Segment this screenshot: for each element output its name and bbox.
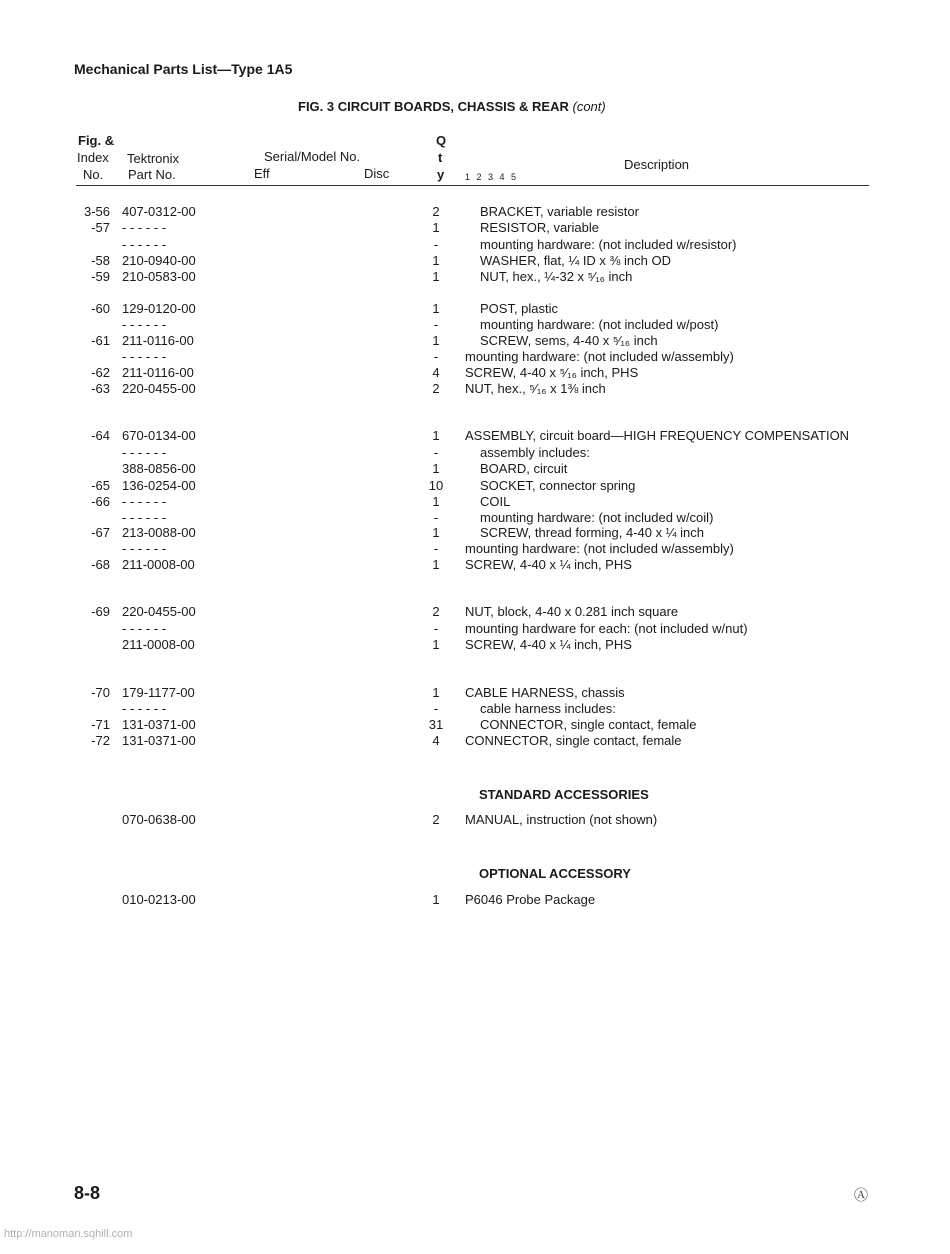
watermark-url: http://manoman.sqhill.com bbox=[4, 1228, 133, 1240]
table-row bbox=[0, 428, 950, 444]
table-row bbox=[0, 604, 950, 620]
standard-accessory-row bbox=[0, 812, 950, 828]
row-quantity: - bbox=[433, 541, 439, 556]
row-part-number: 388-0856-00 bbox=[122, 461, 196, 476]
optional-accessory-part: 010-0213-00 bbox=[122, 892, 196, 907]
table-row bbox=[0, 494, 950, 510]
row-fig-index: -58 bbox=[91, 253, 110, 268]
row-description: mounting hardware: (not included w/assembly) bbox=[465, 349, 734, 364]
row-description: WASHER, flat, ¼ ID x ⅜ inch OD bbox=[480, 253, 671, 268]
table-row bbox=[0, 237, 950, 253]
header-rule bbox=[76, 185, 869, 186]
row-fig-index: -60 bbox=[91, 301, 110, 316]
row-part-number: - - - - - - bbox=[122, 621, 167, 636]
row-description: SCREW, 4-40 x ⁵⁄₁₆ inch, PHS bbox=[465, 365, 639, 380]
row-part-number: 131-0371-00 bbox=[122, 717, 196, 732]
row-quantity: - bbox=[433, 237, 439, 252]
row-description: SCREW, 4-40 x ¼ inch, PHS bbox=[465, 637, 632, 652]
table-row bbox=[0, 685, 950, 701]
table-row bbox=[0, 525, 950, 541]
row-part-number: - - - - - - bbox=[122, 317, 167, 332]
table-row bbox=[0, 333, 950, 349]
row-quantity: 2 bbox=[432, 204, 440, 219]
page-number: 8-8 bbox=[74, 1183, 101, 1203]
optional-accessory-qty: 1 bbox=[432, 892, 440, 907]
row-quantity: - bbox=[433, 510, 439, 525]
row-quantity: 1 bbox=[432, 333, 440, 348]
row-part-number: - - - - - - bbox=[122, 510, 167, 525]
row-description: CABLE HARNESS, chassis bbox=[465, 685, 625, 700]
table-row bbox=[0, 637, 950, 653]
row-description: RESISTOR, variable bbox=[480, 220, 599, 235]
table-row bbox=[0, 204, 950, 220]
row-quantity: 31 bbox=[428, 717, 444, 732]
table-row bbox=[0, 461, 950, 477]
row-quantity: 1 bbox=[432, 637, 440, 652]
header-serial: Serial/Model No. bbox=[264, 149, 361, 164]
row-description: COIL bbox=[480, 494, 511, 509]
row-quantity: - bbox=[433, 349, 439, 364]
optional-accessory-desc: P6046 Probe Package bbox=[465, 892, 596, 907]
row-quantity: 1 bbox=[432, 685, 440, 700]
header-qty-t: t bbox=[438, 150, 443, 165]
header-fig-line3: No. bbox=[83, 167, 104, 182]
row-quantity: 1 bbox=[432, 220, 440, 235]
row-part-number: - - - - - - bbox=[122, 349, 167, 364]
table-row bbox=[0, 317, 950, 333]
row-description: CONNECTOR, single contact, female bbox=[465, 733, 682, 748]
row-description: CONNECTOR, single contact, female bbox=[480, 717, 697, 732]
table-row bbox=[0, 557, 950, 573]
revision-mark-icon: Ⓐ bbox=[854, 1187, 868, 1203]
header-qty-y: y bbox=[437, 167, 445, 182]
table-row bbox=[0, 478, 950, 494]
row-quantity: - bbox=[433, 445, 439, 460]
header-fig-line1: Fig. & bbox=[78, 133, 115, 148]
table-row bbox=[0, 253, 950, 269]
row-part-number: 210-0583-00 bbox=[122, 269, 196, 284]
table-row bbox=[0, 621, 950, 637]
standard-accessory-part: 070-0638-00 bbox=[122, 812, 196, 827]
row-fig-index: -65 bbox=[91, 478, 110, 493]
table-row bbox=[0, 717, 950, 733]
row-part-number: - - - - - - bbox=[122, 220, 167, 235]
table-row bbox=[0, 733, 950, 749]
row-description: cable harness includes: bbox=[480, 701, 616, 716]
row-description: mounting hardware: (not included w/resistor) bbox=[480, 237, 737, 252]
row-part-number: - - - - - - bbox=[122, 237, 167, 252]
row-description: BOARD, circuit bbox=[480, 461, 568, 476]
row-fig-index: -66 bbox=[91, 494, 110, 509]
table-row bbox=[0, 365, 950, 381]
standard-accessory-qty: 2 bbox=[432, 812, 440, 827]
header-disc: Disc bbox=[364, 166, 390, 181]
row-part-number: 211-0116-00 bbox=[122, 333, 194, 348]
row-description: SOCKET, connector spring bbox=[480, 478, 636, 493]
optional-accessory-row bbox=[0, 892, 950, 908]
table-row bbox=[0, 301, 950, 317]
row-description: mounting hardware for each: (not included w/nut) bbox=[465, 621, 748, 636]
row-quantity: 2 bbox=[432, 604, 440, 619]
row-fig-index: -61 bbox=[91, 333, 110, 348]
row-quantity: 1 bbox=[432, 269, 440, 284]
row-part-number: 213-0088-00 bbox=[122, 525, 196, 540]
row-fig-index: -63 bbox=[91, 381, 110, 396]
row-part-number: 211-0008-00 bbox=[122, 557, 195, 572]
table-row bbox=[0, 381, 950, 397]
row-quantity: 1 bbox=[432, 494, 440, 509]
row-part-number: 211-0008-00 bbox=[122, 637, 195, 652]
row-part-number: - - - - - - bbox=[122, 494, 167, 509]
header-eff: Eff bbox=[254, 166, 270, 181]
row-description: POST, plastic bbox=[480, 301, 559, 316]
row-fig-index: -57 bbox=[91, 220, 110, 235]
standard-accessories-heading: STANDARD ACCESSORIES bbox=[479, 787, 649, 802]
row-description: BRACKET, variable resistor bbox=[480, 204, 639, 219]
standard-accessory-desc: MANUAL, instruction (not shown) bbox=[465, 812, 658, 827]
row-part-number: - - - - - - bbox=[122, 701, 167, 716]
row-part-number: 220-0455-00 bbox=[122, 604, 196, 619]
row-quantity: 1 bbox=[432, 428, 440, 443]
row-quantity: 1 bbox=[432, 253, 440, 268]
table-row bbox=[0, 701, 950, 717]
row-quantity: 4 bbox=[432, 365, 440, 380]
header-part-line2: Part No. bbox=[128, 167, 176, 182]
row-description: mounting hardware: (not included w/coil) bbox=[480, 510, 714, 525]
row-quantity: 1 bbox=[432, 461, 440, 476]
row-quantity: 1 bbox=[432, 301, 440, 316]
header-description: Description bbox=[624, 157, 690, 172]
row-part-number: 407-0312-00 bbox=[122, 204, 196, 219]
row-description: NUT, hex., ¼-32 x ⁵⁄₁₆ inch bbox=[480, 269, 633, 284]
row-part-number: 129-0120-00 bbox=[122, 301, 196, 316]
header-part-line1: Tektronix bbox=[127, 151, 180, 166]
row-quantity: 1 bbox=[432, 525, 440, 540]
figure-title bbox=[298, 99, 606, 114]
table-row bbox=[0, 220, 950, 236]
header-fig-line2: Index bbox=[77, 150, 109, 165]
row-fig-index: -71 bbox=[91, 717, 110, 732]
table-row bbox=[0, 269, 950, 285]
row-part-number: 211-0116-00 bbox=[122, 365, 194, 380]
header-indent-scale: 1 2 3 4 5 bbox=[465, 172, 519, 182]
row-quantity: - bbox=[433, 317, 439, 332]
figure-title-suffix: (cont) bbox=[572, 99, 606, 114]
table-row bbox=[0, 510, 950, 526]
row-description: SCREW, sems, 4-40 x ⁵⁄₁₆ inch bbox=[480, 333, 658, 348]
row-fig-index: -68 bbox=[91, 557, 110, 572]
row-quantity: - bbox=[433, 621, 439, 636]
row-fig-index: -70 bbox=[91, 685, 110, 700]
row-fig-index: -67 bbox=[91, 525, 110, 540]
page-header-title: Mechanical Parts List—Type 1A5 bbox=[74, 61, 293, 77]
row-part-number: - - - - - - bbox=[122, 541, 167, 556]
row-quantity: 2 bbox=[432, 381, 440, 396]
row-description: mounting hardware: (not included w/post) bbox=[480, 317, 719, 332]
table-row bbox=[0, 445, 950, 461]
table-row bbox=[0, 349, 950, 365]
row-fig-index: -64 bbox=[91, 428, 110, 443]
row-quantity: 10 bbox=[428, 478, 444, 493]
row-part-number: 136-0254-00 bbox=[122, 478, 196, 493]
row-part-number: - - - - - - bbox=[122, 445, 167, 460]
figure-title-text: FIG. 3 CIRCUIT BOARDS, CHASSIS & REAR bbox=[298, 99, 569, 114]
row-quantity: 1 bbox=[432, 557, 440, 572]
table-row bbox=[0, 541, 950, 557]
row-fig-index: 3-56 bbox=[83, 204, 110, 219]
row-fig-index: -72 bbox=[91, 733, 110, 748]
row-description: ASSEMBLY, circuit board—HIGH FREQUENCY COMPENSATION bbox=[465, 428, 850, 443]
row-part-number: 670-0134-00 bbox=[122, 428, 196, 443]
row-fig-index: -69 bbox=[91, 604, 110, 619]
row-description: mounting hardware: (not included w/assembly) bbox=[465, 541, 734, 556]
row-description: SCREW, 4-40 x ¼ inch, PHS bbox=[465, 557, 632, 572]
row-description: NUT, block, 4-40 x 0.281 inch square bbox=[465, 604, 679, 619]
row-part-number: 179-1177-00 bbox=[122, 685, 195, 700]
row-description: SCREW, thread forming, 4-40 x ¼ inch bbox=[480, 525, 704, 540]
row-description: NUT, hex., ⁵⁄₁₆ x 1⅜ inch bbox=[465, 381, 606, 396]
row-fig-index: -59 bbox=[91, 269, 110, 284]
optional-accessory-heading: OPTIONAL ACCESSORY bbox=[479, 866, 631, 881]
header-qty-q: Q bbox=[436, 133, 447, 148]
row-quantity: 4 bbox=[432, 733, 440, 748]
row-part-number: 131-0371-00 bbox=[122, 733, 196, 748]
row-quantity: - bbox=[433, 701, 439, 716]
row-part-number: 220-0455-00 bbox=[122, 381, 196, 396]
row-description: assembly includes: bbox=[480, 445, 590, 460]
row-part-number: 210-0940-00 bbox=[122, 253, 196, 268]
row-fig-index: -62 bbox=[91, 365, 110, 380]
